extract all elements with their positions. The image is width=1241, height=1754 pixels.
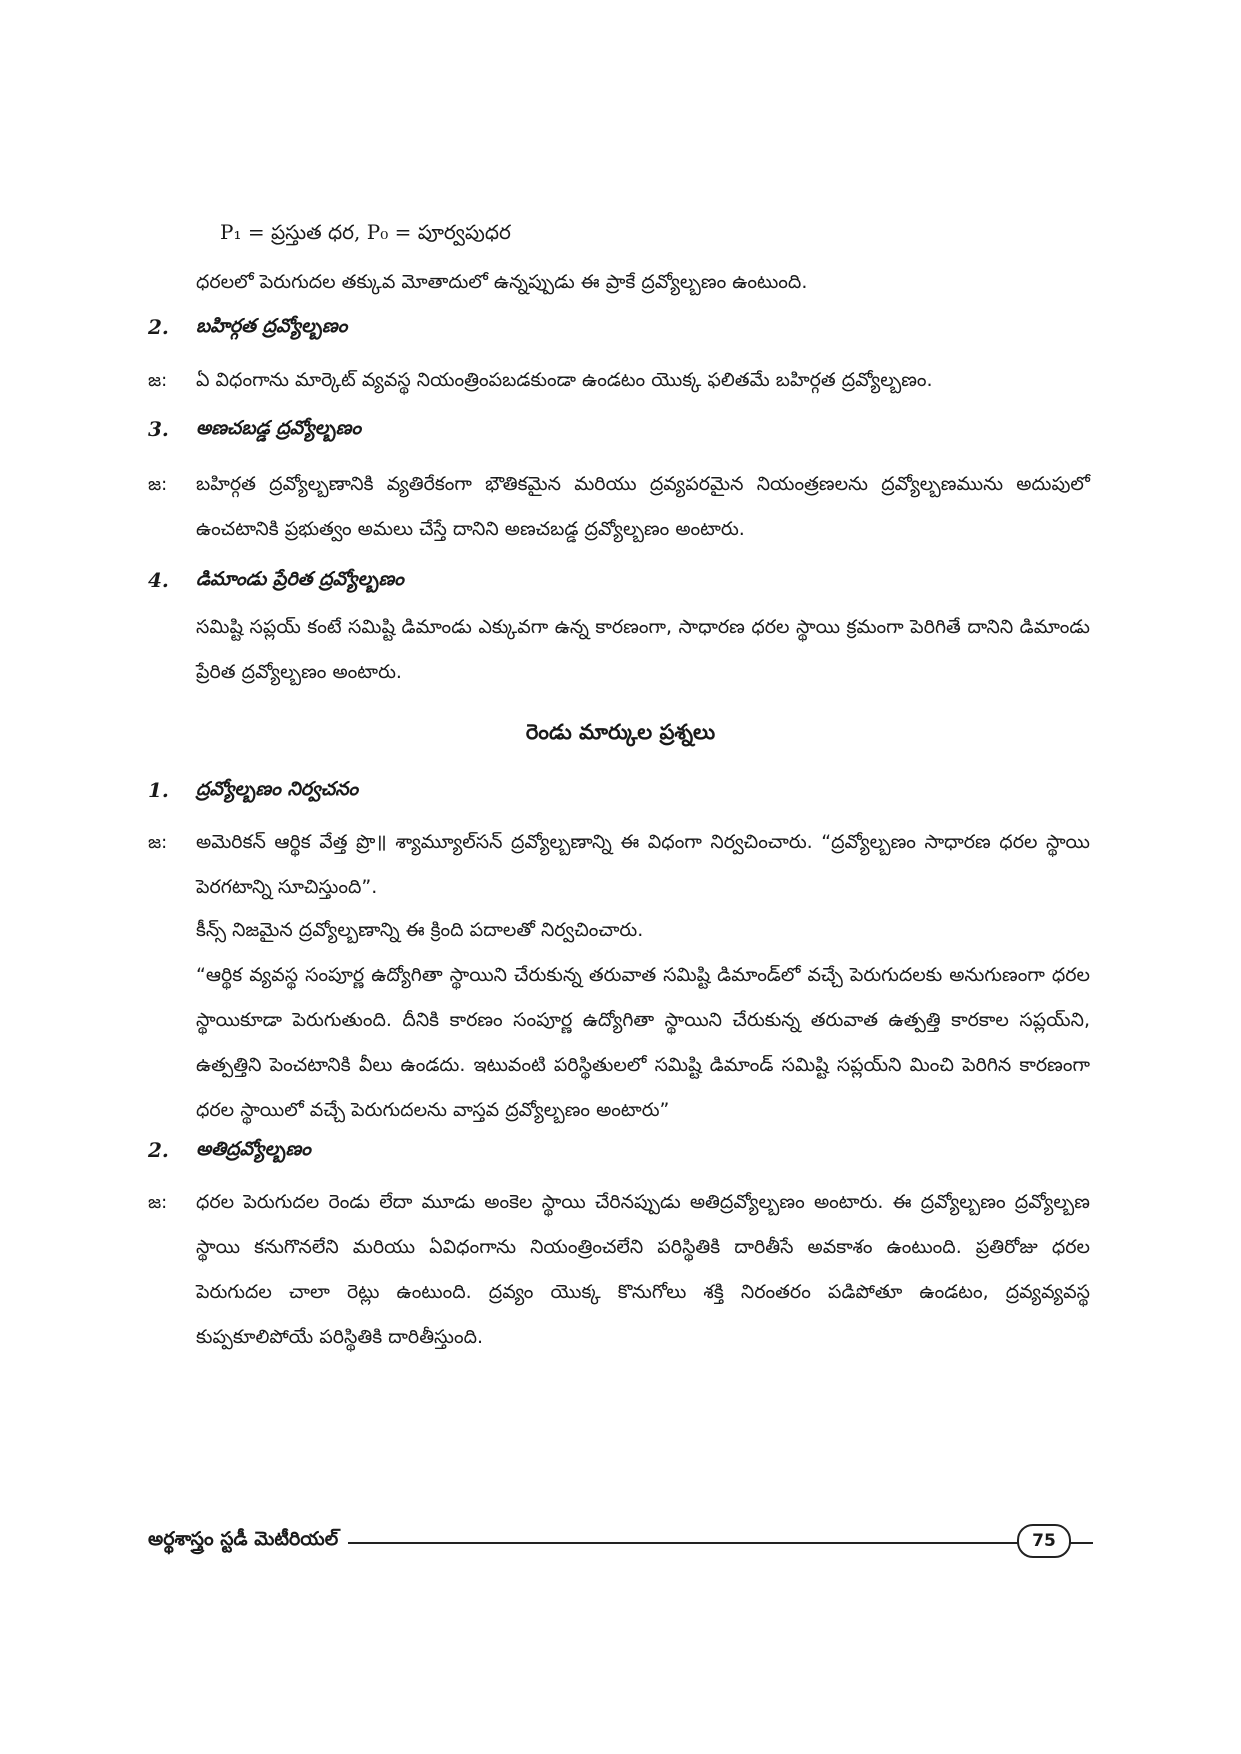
intro-line: ధరలలో పెరుగుదల తక్కువ మోతాదులో ఉన్నప్పుడు ఈ ప్రాకే ద్రవ్యోల్బణం ఉంటుంది.: [196, 271, 808, 293]
answer-marker: జ:: [148, 370, 168, 391]
section-number: 2.: [148, 315, 169, 339]
section-heading: అణచబడ్డ ద్రవ్యోల్బణం: [196, 417, 362, 439]
page-number: 75: [1017, 1524, 1071, 1558]
section-answer: సమిష్టి సప్లయ్ కంటే సమిష్టి డిమాండు ఎక్కువగా ఉన్న కారణంగా, సాధారణ ధరల స్థాయి క్రమంగా పెరిగితే దానిని డిమాండు ప్రేరిత ద్రవ్యోల్బణం అంటారు.: [196, 616, 1090, 683]
p1-symbol: P₁ =: [220, 220, 271, 244]
section-number: 3.: [148, 417, 169, 441]
section-number: 4.: [148, 568, 169, 592]
two-mark-questions-title: రెండు మార్కుల ప్రశ్నలు: [525, 720, 716, 744]
keynes-quote: “ఆర్థిక వ్యవస్థ సంపూర్ణ ఉద్యోగితా స్థాయిని చేరుకున్న తరువాత సమిష్టి డిమాండ్‌లో వచ్చే పెరుగుదలకు అనుగుణంగా ధరల స్థాయికూడా పెరుగుతుంది. దీనికి కారణం సంపూర్ణ ఉద్యోగితా స్థాయిని చేరుకున్న తరువాత ఉత్పత్తి కారకాల సప్లయ్‌ని, ఉత్పత్తిని పెంచటానికి వీలు ఉండదు. ఇటువంటి పరిస్థితులలో సమిష్టి డిమాండ్ సమిష్టి సప్లయ్‌ని మించి పెరిగిన కారణంగా ధరల స్థాయిలో వచ్చే పెరుగుదలను వాస్తవ ద్రవ్యోల్బణం అంటారు”: [196, 964, 1090, 1121]
p0-symbol: P₀ =: [366, 220, 418, 244]
page-footer: [148, 1524, 1093, 1558]
question-heading: ద్రవ్యోల్బణం నిర్వచనం: [196, 778, 359, 800]
section-heading: డిమాండు ప్రేరిత ద్రవ్యోల్బణం: [196, 568, 404, 590]
answer-marker: జ:: [148, 1192, 168, 1213]
p0-definition: పూర్వపుధర: [417, 220, 511, 244]
answer-marker: జ:: [148, 474, 168, 495]
question-answer: అమెరికన్ ఆర్థిక వేత్త ప్రొ॥ శ్యామ్యూల్‌సన్ ద్రవ్యోల్బణాన్ని ఈ విధంగా నిర్వచించారు. “ద్రవ్యోల్బణం సాధారణ ధరల స్థాయి పెరగటాన్ని సూచిస్తుంది”.: [196, 831, 1090, 898]
keynes-intro: కీన్స్ నిజమైన ద్రవ్యోల్బణాన్ని ఈ క్రింది పదాలతో నిర్వచించారు.: [196, 919, 644, 941]
footer-rule: [348, 1542, 1093, 1544]
question-answer: ధరల పెరుగుదల రెండు లేదా మూడు అంకెల స్థాయి చేరినప్పుడు అతిద్రవ్యోల్బణం అంటారు. ఈ ద్రవ్యోల్బణం ద్రవ్యోల్బణ స్థాయి కనుగొనలేని మరియు ఏవిధంగాను నియంత్రించలేని పరిస్థితికి దారితీసే అవకాశం ఉంటుంది. ప్రతిరోజు ధరల పెరుగుదల చాలా రెట్లు ఉంటుంది. ద్రవ్యం యొక్క కొనుగోలు శక్తి నిరంతరం పడిపోతూ ఉండటం, ద్రవ్యవ్యవస్థ కుప్పకూలిపోయే పరిస్థితికి దారితీస్తుంది.: [196, 1191, 1090, 1348]
answer-marker: జ:: [148, 832, 168, 853]
section-heading: బహిర్గత ద్రవ్యోల్బణం: [196, 315, 348, 337]
p1-definition: ప్రస్తుత ధర,: [270, 220, 367, 244]
question-heading: అతిద్రవ్యోల్బణం: [196, 1138, 311, 1160]
question-number: 2.: [148, 1138, 169, 1162]
price-formula: [220, 220, 511, 249]
footer-title: అర్థశాస్త్రం స్టడీ మెటీరియల్: [148, 1528, 344, 1555]
section-answer: బహిర్గత ద్రవ్యోల్బణానికి వ్యతిరేకంగా భౌతికమైన మరియు ద్రవ్యపరమైన నియంత్రణలను ద్రవ్యోల్బణమును అదుపులో ఉంచటానికి ప్రభుత్వం అమలు చేస్తే దానిని అణచబడ్డ ద్రవ్యోల్బణం అంటారు.: [196, 473, 1090, 540]
section-answer: ఏ విధంగాను మార్కెట్ వ్యవస్థ నియంత్రింపబడకుండా ఉండటం యొక్క ఫలితమే బహిర్గత ద్రవ్యోల్బణం.: [196, 369, 933, 391]
question-number: 1.: [148, 778, 169, 802]
